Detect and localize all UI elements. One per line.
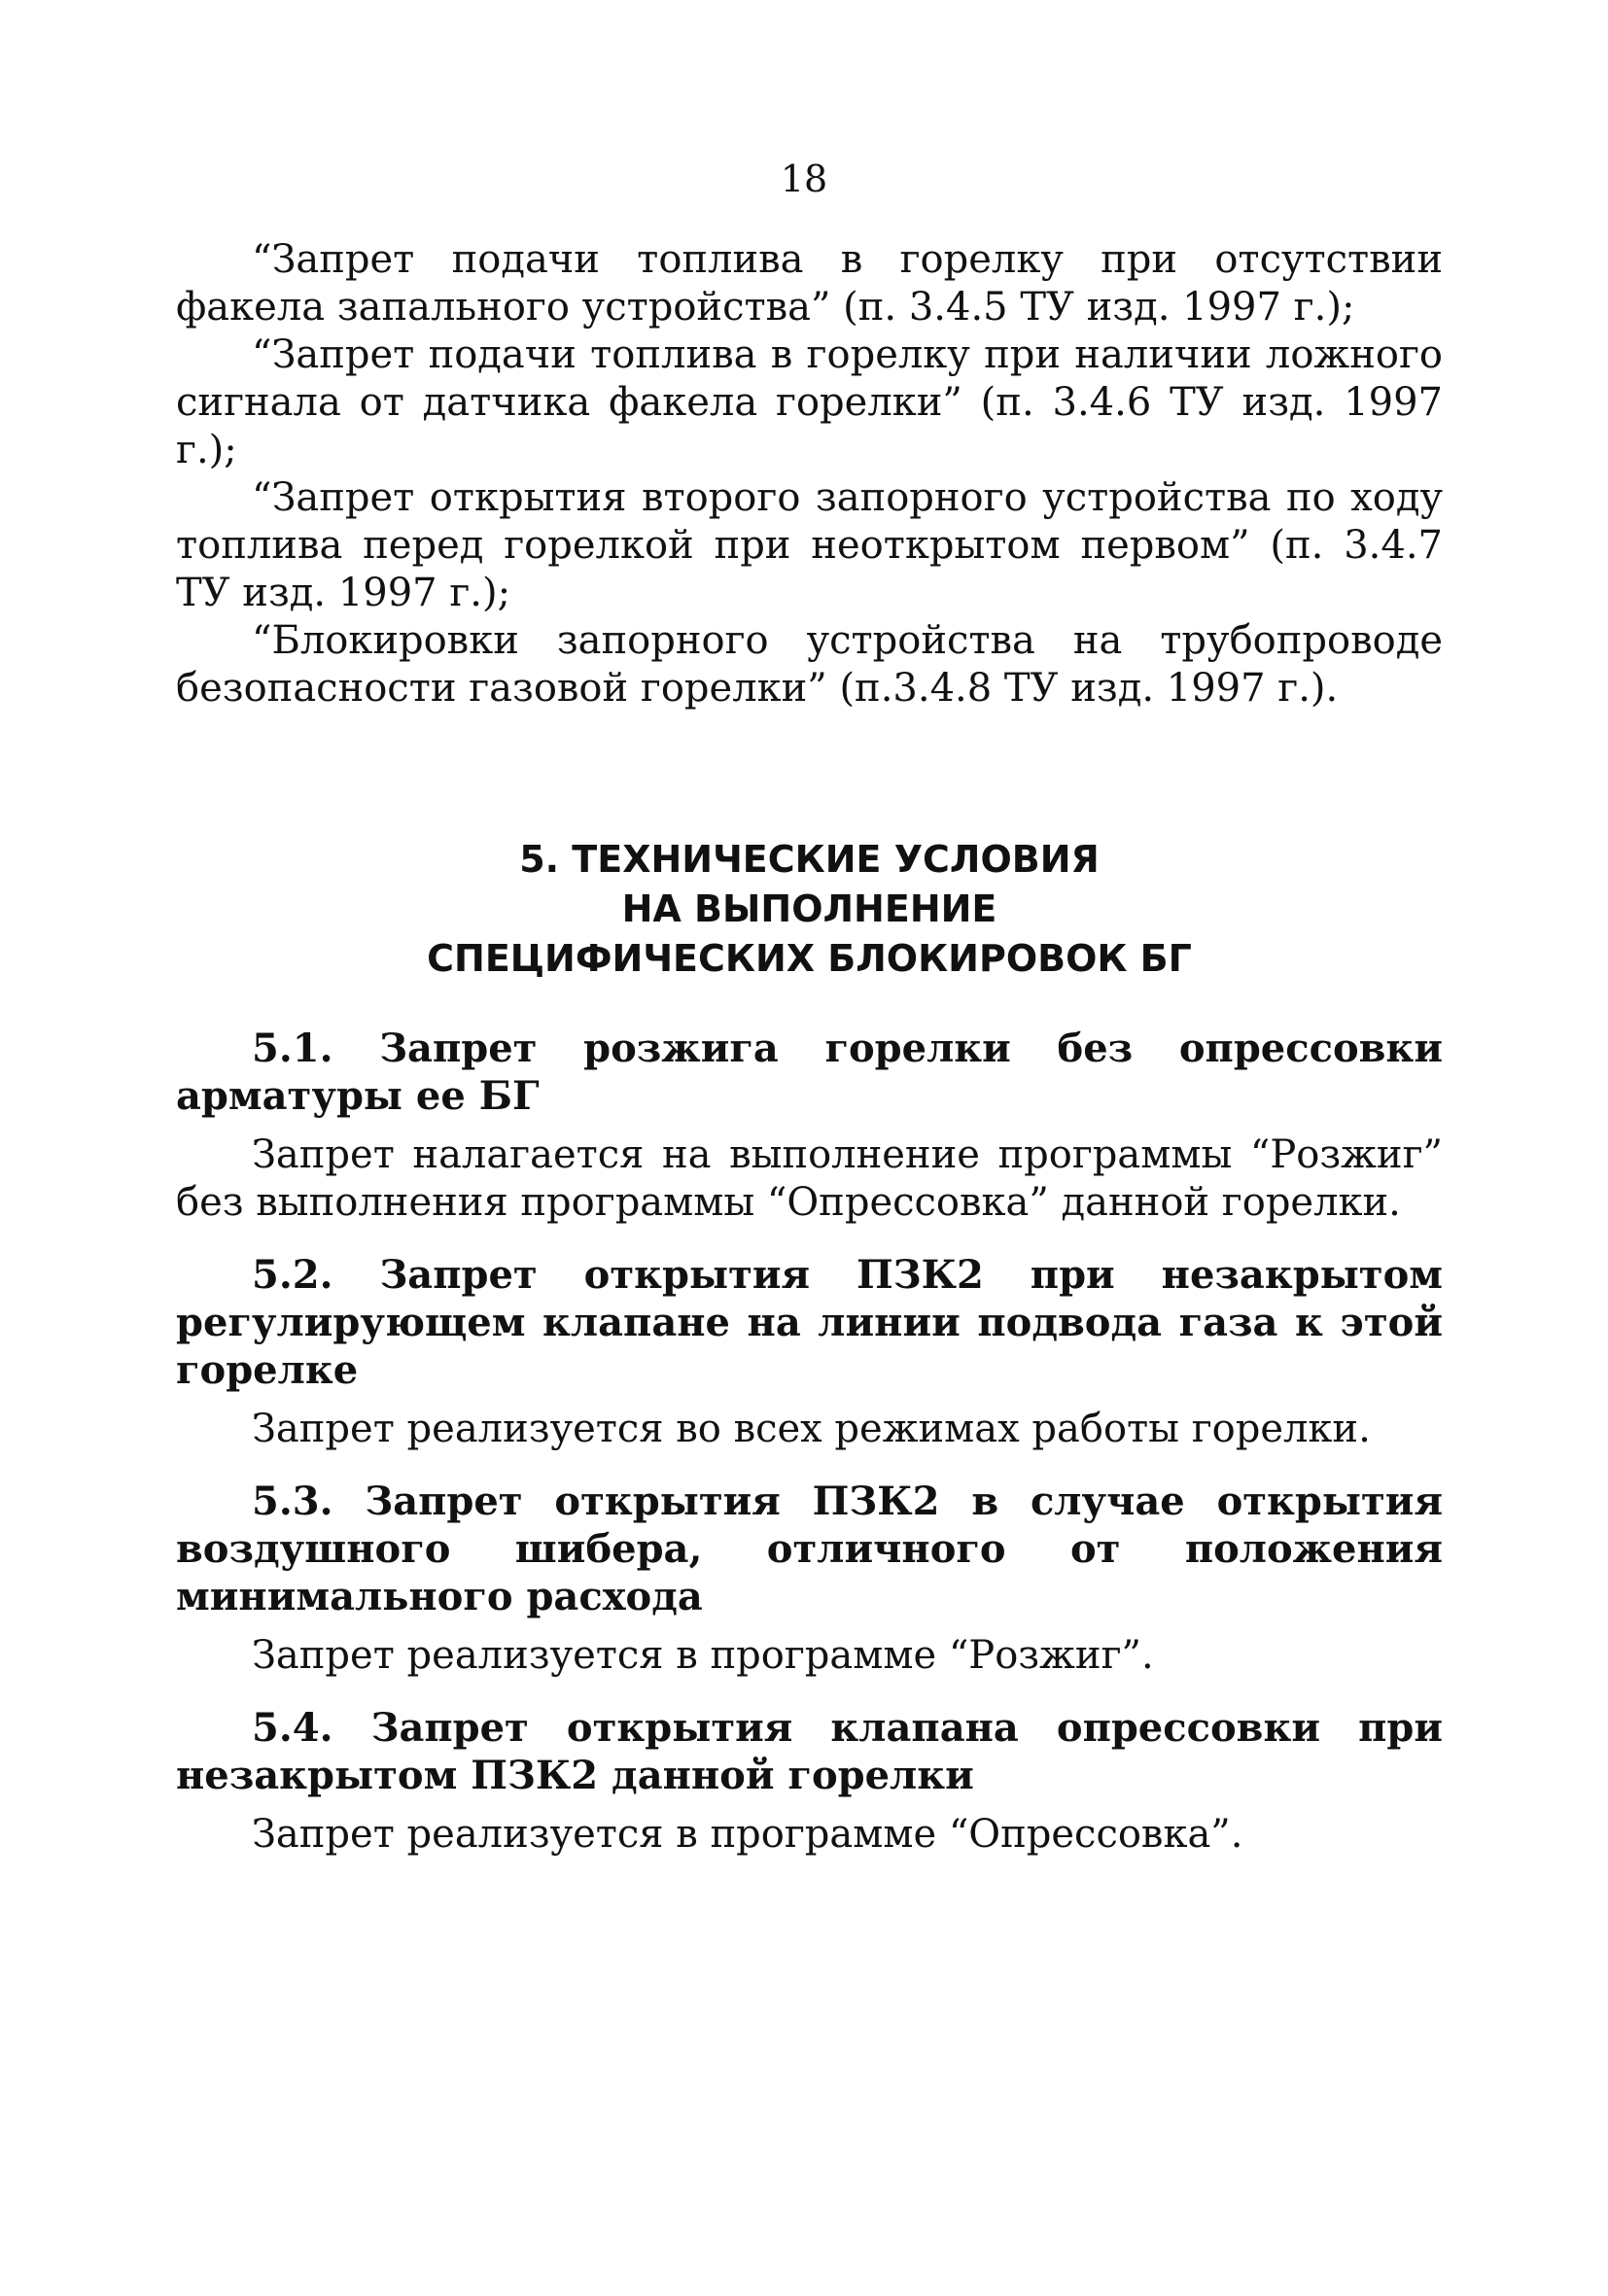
section-title-line: 5. ТЕХНИЧЕСКИЕ УСЛОВИЯ xyxy=(519,838,1100,881)
subsection-5-4 xyxy=(176,1704,1443,1859)
section-title-line: СПЕЦИФИЧЕСКИХ БЛОКИРОВОК БГ xyxy=(427,937,1192,980)
subsection-body: Запрет налагается на выполнение программы “Розжиг” без выполнения программы “Опрессовка” данной горелки. xyxy=(176,1132,1443,1225)
intro-paragraph: “Запрет подачи топлива в горелку при отсутствии факела запального устройства” (п. 3.4.5 ТУ изд. 1997 г.); xyxy=(176,237,1443,330)
intro-paragraph: “Запрет подачи топлива в горелку при наличии ложного сигнала от датчика факела горелки” (п. 3.4.6 ТУ изд. 1997 г.); xyxy=(176,332,1443,472)
intro-paragraph: “Блокировки запорного устройства на трубопроводе безопасности газовой горелки” (п.3.4.8 ТУ изд. 1997 г.). xyxy=(176,618,1443,711)
page-number: 18 xyxy=(780,157,828,200)
subsection-heading: 5.3. Запрет открытия ПЗК2 в случае открытия воздушного шибера, отличного от положения минимального расхода xyxy=(176,1478,1443,1619)
section-title-line: НА ВЫПОЛНЕНИЕ xyxy=(621,887,997,930)
subsection-5-1 xyxy=(176,1025,1443,1227)
subsection-heading: 5.2. Запрет открытия ПЗК2 при незакрытом регулирующем клапане на линии подвода газа к этой горелке xyxy=(176,1252,1443,1393)
page-content xyxy=(176,236,1443,1883)
section-title xyxy=(176,835,1443,984)
subsection-heading: 5.1. Запрет розжига горелки без опрессовки арматуры ее БГ xyxy=(176,1026,1443,1119)
subsection-5-3 xyxy=(176,1478,1443,1680)
subsection-body: Запрет реализуется в программе “Опрессовка”. xyxy=(252,1812,1243,1857)
intro-paragraph: “Запрет открытия второго запорного устройства по ходу топлива перед горелкой при неоткрытом первом” (п. 3.4.7 ТУ изд. 1997 г.); xyxy=(176,475,1443,615)
subsection-5-2 xyxy=(176,1251,1443,1453)
subsection-heading: 5.4. Запрет открытия клапана опрессовки при незакрытом ПЗК2 данной горелки xyxy=(176,1705,1443,1798)
subsection-body: Запрет реализуется во всех режимах работы горелки. xyxy=(252,1407,1371,1451)
subsection-body: Запрет реализуется в программе “Розжиг”. xyxy=(252,1633,1154,1678)
